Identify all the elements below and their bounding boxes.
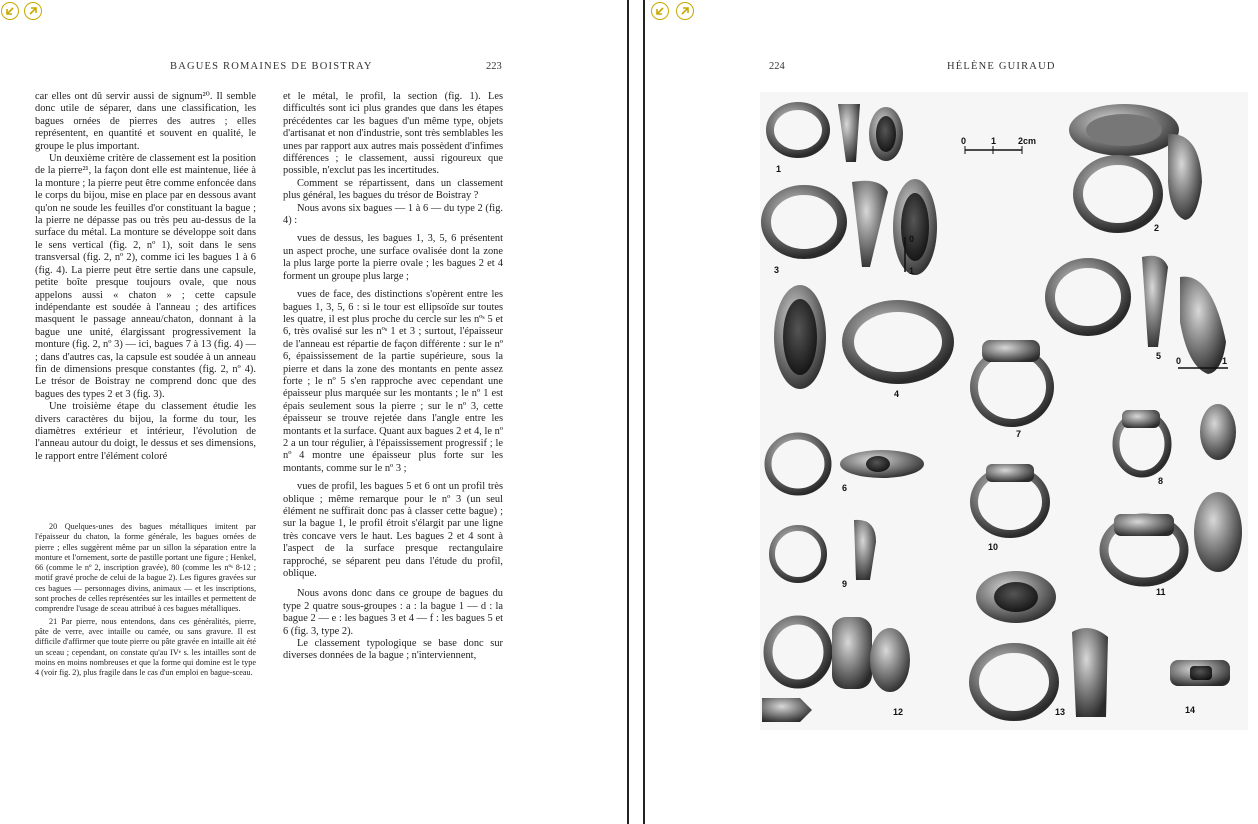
right-next-page-button[interactable] [676, 2, 694, 20]
ring-10-bezel [976, 571, 1056, 623]
page-number: 223 [486, 61, 502, 72]
footnote: 21 Par pierre, nous entendons, dans ces généralités, pierre, pâte de verre, avec intaille ou camée, ou sans gravure. Il est difficile d'affirmer que toute pierre ou pâte gravée en intaille ait été un sceau ; cependant, on constate qu'au IVᵉ s. les intailles sont de moins en moins nombreuses et que la forme qui domine est le type 4 (voir fig. 2), plus fragile dans le cas d'un emploi en bague-sceau. [35, 616, 256, 678]
svg-text:2cm: 2cm [1018, 136, 1037, 146]
label-12: 12 [893, 707, 904, 717]
paragraph: Nous avons six bagues — 1 à 6 — du type 2 (fig. 4) : [283, 202, 503, 227]
label-11: 11 [1156, 587, 1166, 597]
left-prev-page-button[interactable] [1, 2, 19, 20]
label-2: 2 [1154, 223, 1160, 233]
page-number: 224 [769, 61, 785, 72]
paragraph: car elles ont dû servir aussi de signum²⁰. Il semble donc utile de séparer, dans une classification, les bagues ornées de pierres des autres ; elles représentent, en quantité et souvent en qualité, le groupe le plus important. [35, 91, 256, 152]
arrow-down-left-icon [4, 5, 16, 17]
paragraph: Un deuxième critère de classement est la position de la pierre²¹, la façon dont elle est maintenue, liée à la monture ; la pierre peut être comme enfoncée dans le corps du bijou, mise en place par en dessous avant qu'on ne soude les feuilles d'or constituant la bague ; la pierre ne dépasse pas ou très peu au-dessus de la surface du métal. La monture se développe soit dans le sens vertical (fig. 2, nº 1), soit dans le sens transversal (fig. 2, nº 2), comme ici les bagues 1 à 6 (fig. 4). La pierre peut être sertie dans une capsule, petite boîte presque toujours ovale, que nous appelons aussi « chaton » ; cette capsule indépendante est soudée à l'anneau ; des artifices masquent le passage anneau/chaton, donnant à la bague une unité, élargissant progressivement la monture (fig. 2, nº 3) — ici, bagues 7 à 13 (fig. 4) — ; dans d'autres cas, la capsule est soudée à un anneau fin de dimensions presque constantes (fig. 2, nº 4). Le trésor de Boistray ne comprend donc que des bagues des types 2 et 3 (fig. 3). [35, 153, 256, 400]
running-head: BAGUES ROMAINES DE BOISTRAY [170, 61, 373, 72]
paragraph: vues de dessus, les bagues 1, 3, 5, 6 présentent un aspect proche, une surface ovalisée dont la zone la plus large porte la pierre ovale ; les bagues 2 et 4 forment un groupe plus large ; [283, 233, 503, 282]
footnote: 20 Quelques-unes des bagues métalliques imitent par l'épaisseur du chaton, la forme générale, les bagues ornées de pierre ; elles suggèrent même par un sillon la séparation entre la monture et l'ornement, sorte de pastille portant une figure ; Henkel, 66 (comme le nº 2, inscription gravée), 80 (comme les nºˢ 8-12 ; motif gravé proche de celui de la bague 2). Les figures gravées sur ces bagues — personnages divins, animaux — et les inscriptions, sont proches de celles représentées sur les intailles et permettent de comprendre l'usage de sceau attribué à ces bagues métalliques. [35, 522, 256, 614]
label-10: 10 [988, 542, 999, 552]
label-7: 7 [1016, 429, 1022, 439]
paragraph: et le métal, le profil, la section (fig. 1). Les difficultés sont ici plus grandes que dans les étapes précédentes car les bagues d'un même type, objets d'artisanat et non d'industrie, sont très semblables les unes par rapport aux autres mais possèdent d'infimes différences ; le classement, aussi rigoureux que possible, n'exclut pas les incertitudes. [283, 91, 503, 177]
label-14: 14 [1185, 705, 1196, 715]
arrow-up-right-icon [679, 5, 691, 17]
svg-text:1: 1 [909, 266, 915, 276]
right-page [645, 0, 1258, 824]
label-13: 13 [1055, 707, 1066, 717]
rings-photo-plate [760, 92, 1248, 730]
label-4: 4 [894, 389, 900, 399]
left-page [0, 0, 627, 824]
page-divider [627, 0, 629, 824]
paragraph: Nous avons donc dans ce groupe de bagues du type 2 quatre sous-groupes : a : la bague 1 — d : la bague 2 — e : les bagues 3 et 4 — f : les bagues 5 et 6 (fig. 3, type 2). [283, 588, 503, 637]
svg-text:1: 1 [991, 136, 997, 146]
label-5: 5 [1156, 351, 1162, 361]
arrow-up-right-icon [27, 5, 39, 17]
text-column-1 [35, 91, 256, 463]
label-1: 1 [776, 164, 782, 174]
label-3: 3 [774, 265, 780, 275]
paragraph: Une troisième étape du classement étudie les divers caractères du bijou, la forme du tour, les diamètres extérieur et intérieur, l'évolution de l'anneau autour du doigt, le dessus et ses dimensions, le rapport entre l'élément coloré [35, 401, 256, 462]
svg-text:0: 0 [1176, 356, 1182, 366]
paragraph: Comment se répartissent, dans un classement plus général, les bagues du trésor de Boistray ? [283, 177, 503, 202]
paragraph: vues de face, des distinctions s'opèrent entre les bagues 1, 3, 5, 6 : si le tour est ellipsoïde sur toutes les quatre, il est plus proche du cercle sur les nºˢ 5 et 6, très ovalisé sur les nºˢ 1 et 3 ; surtout, l'épaisseur de l'anneau est répartie de façon différente : sur le nº 6, épaississement de la partie supérieure, sous la pierre et dans la zone des montants en pente assez forte ; le nº 5 s'en rapproche avec cependant une épaisseur plus marquée sur les montants ; le nº 1 est épais seulement sous la pierre ; sur le nº 3, cette épaisseur se trouve rejetée dans l'angle entre les montants et la surface. Quant aux bagues 2 et 4, le nº 2 a un tour régulier, à l'épaississement progressif ; le nº 4 montre une épaisseur plus forte sur les montants, comme sur le nº 3 ; [283, 289, 503, 474]
svg-text:1: 1 [1222, 356, 1228, 366]
text-column-2 [283, 91, 503, 663]
svg-text:0: 0 [961, 136, 967, 146]
ring-14 [1170, 660, 1230, 686]
label-8: 8 [1158, 476, 1164, 486]
footnotes [35, 522, 256, 678]
running-head: HÉLÈNE GUIRAUD [947, 61, 1056, 72]
paragraph: Le classement typologique se base donc sur diverses données de la bague ; n'interviennent, [283, 638, 503, 662]
label-9: 9 [842, 579, 848, 589]
paragraph: vues de profil, les bagues 5 et 6 ont un profil très oblique ; même remarque pour le nº 3 (un seul élément ne suffirait donc pas à classer cette bague) ; sur la bague 1, le profil étroit s'élargit par une ligne très concave vers le haut. Les bagues 2 et 4 sont à l'aspect de la surface presque rectangulaire rapproché, se séparent peu dans l'étude du profil, oblique. [283, 481, 503, 580]
label-6: 6 [842, 483, 848, 493]
svg-text:0: 0 [909, 234, 915, 244]
left-next-page-button[interactable] [24, 2, 42, 20]
arrow-down-left-icon [654, 5, 666, 17]
right-prev-page-button[interactable] [651, 2, 669, 20]
